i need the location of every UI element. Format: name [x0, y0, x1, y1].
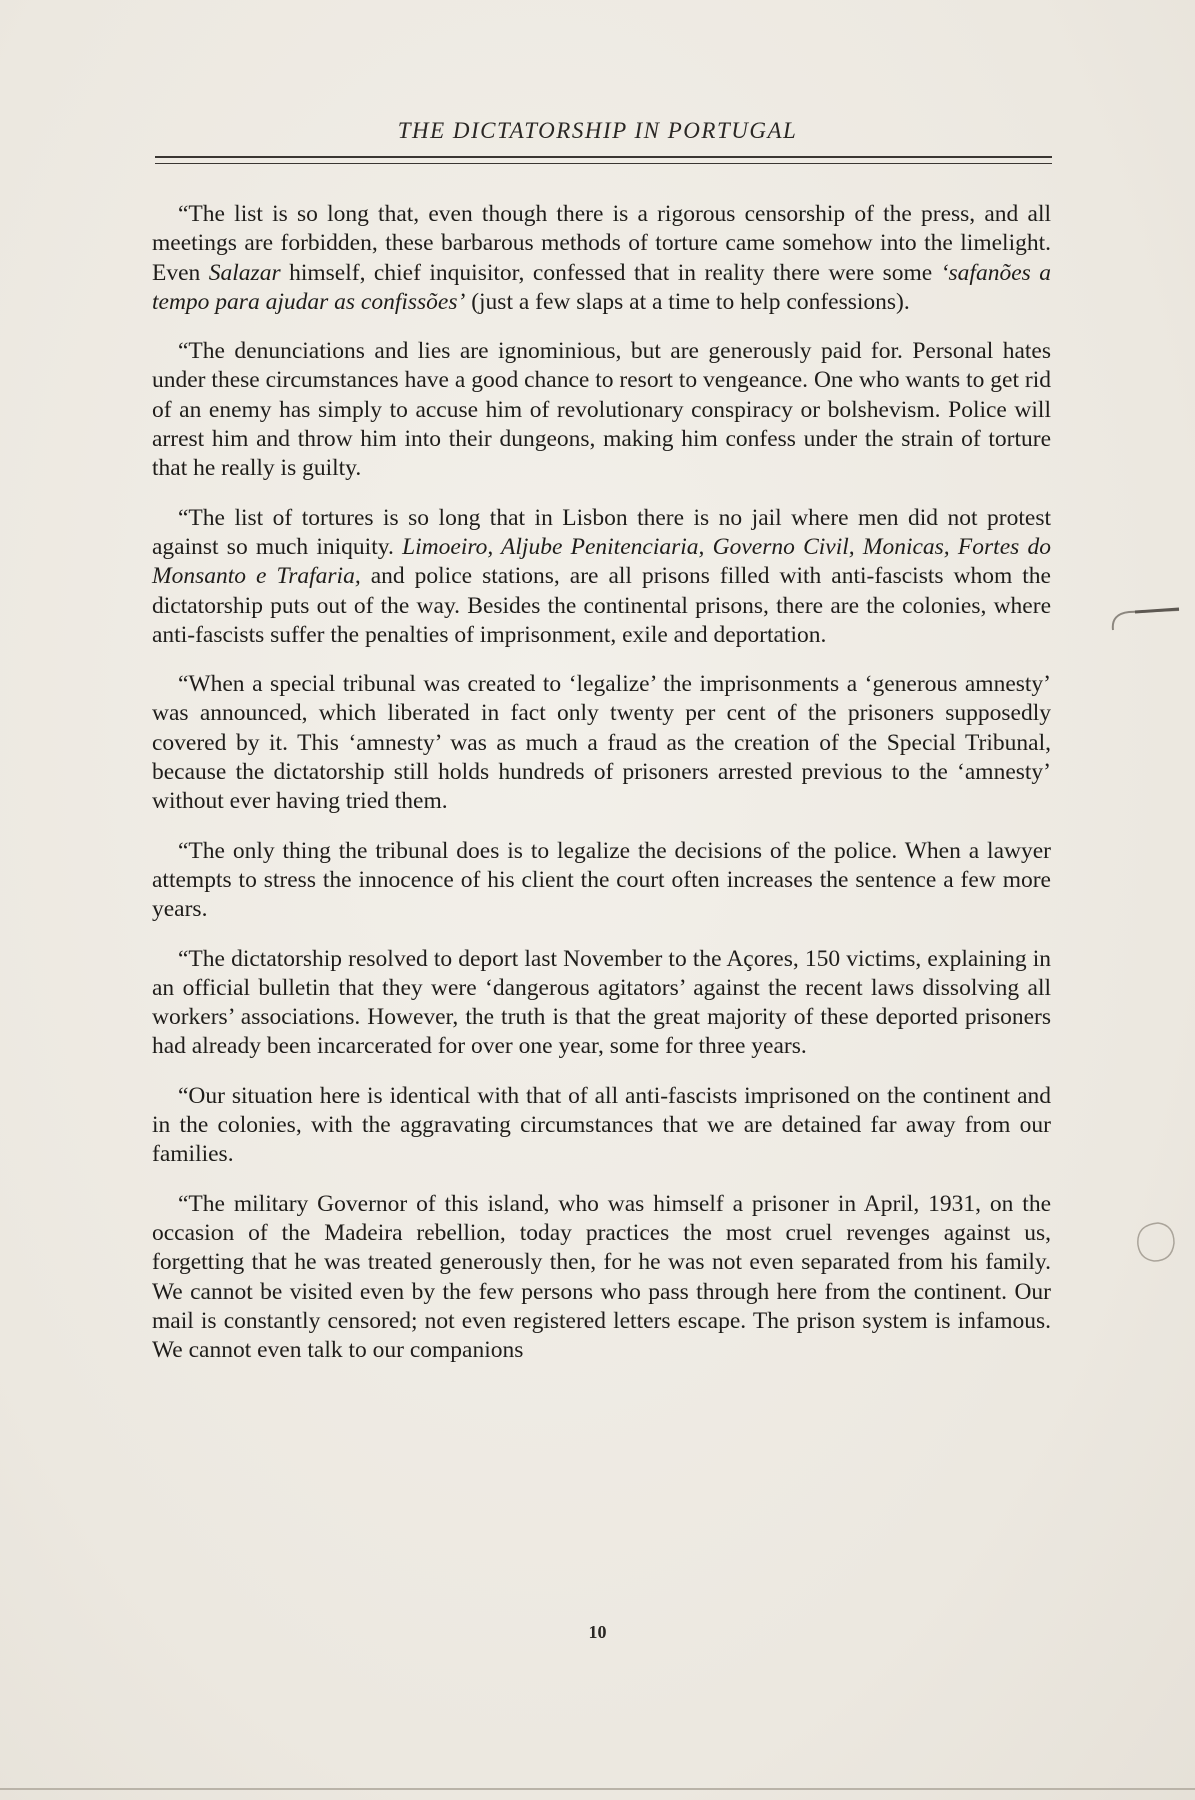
paragraph [152, 504, 1051, 650]
text-run: “The military Governor of this island, who was himself a prisoner in April, 1931, on the occasion of the Madeira rebellion, today practices the most cruel revenges against us, forgetting that he was treated generously then, for he was not even separated from his family. We cannot be visited even by the few persons who pass through here from the continent. Our mail is constantly censored; not even registered letters escape. The prison system is infamous. We cannot even talk to our companions [152, 1190, 1051, 1364]
paragraph [152, 200, 1051, 317]
body-text [152, 200, 1051, 1385]
paragraph [152, 1190, 1051, 1366]
paragraph [152, 337, 1051, 483]
text-run: “When a special tribunal was created to ‘legalize’ the imprisonments a ‘generous amnesty’ was announced, which liberated in fact only twenty per cent of the prisoners supposedly covered by it. This ‘amnesty’ was as much a fraud as the creation of the Special Tribunal, because the dictatorship still holds hundreds of prisoners arrested previous to the ‘amnesty’ without ever having tried them. [152, 671, 1051, 815]
text-run: “The dictatorship resolved to deport last November to the Açores, 150 victims, explaining in an official bulletin that they were ‘dangerous agitators’ against the recent laws dissolving all workers’ associations. However, the truth is that the great majority of these deported prisoners had already been incarcerated for over one year, some for three years. [152, 945, 1051, 1060]
italic-text-run: Salazar [208, 259, 281, 286]
punch-hole-mark-icon [1128, 1215, 1180, 1267]
page-bottom-edge [0, 1788, 1195, 1790]
text-run: “The list of tortures is so long that in Lisbon there is no jail where men did not protest against so much iniquity. [152, 504, 1051, 560]
italic-text-run: ‘safanões a tempo para ajudar as confissões’ [152, 259, 1052, 315]
paragraph [152, 670, 1051, 816]
running-head: THE DICTATORSHIP IN PORTUGAL [397, 118, 798, 143]
paragraph [152, 945, 1051, 1062]
text-run: “The denunciations and lies are ignominious, but are generously paid for. Personal hates under these circumstances have a good chance to resort to vengeance. One who wants to get rid of an enemy has simply to accuse him of revolutionary conspiracy or bolshevism. Police will arrest him and throw him into their dungeons, making him confess under the strain of torture that he really is guilty. [152, 338, 1051, 482]
page-number: 10 [588, 1622, 607, 1642]
paragraph [152, 1082, 1051, 1170]
paragraph [152, 837, 1051, 925]
text-run: “The only thing the tribunal does is to legalize the decisions of the police. When a lawyer attempts to stress the innocence of his client the court often increases the sentence a few more years. [152, 837, 1051, 923]
text-run: “The list is so long that, even though there is a rigorous censorship of the press, and all meetings are forbidden, these barbarous methods of torture came somehow into the limelight. Even [152, 201, 1051, 286]
paper-clip-mark-icon [1105, 600, 1185, 640]
italic-text-run: Limoeiro, Aljube Penitenciaria, Governo Civil, Monicas, Fortes do Monsanto e Trafaria, [152, 533, 1051, 590]
header-rule-thin [155, 163, 1052, 164]
text-run: and police stations, are all prisons filled with anti-fascists whom the dictatorship puts out of the way. Besides the continental prisons, there are the colonies, where anti-fascists suffer the penalties of imprisonment, exile and deportation. [152, 563, 1051, 648]
header-rule-thick [155, 156, 1052, 158]
text-run: (just a few slaps at a time to help confessions). [465, 288, 910, 315]
text-run: “Our situation here is identical with that of all anti-fascists imprisoned on the continent and in the colonies, with the aggravating circumstances that we are detained far away from our families. [152, 1082, 1051, 1168]
text-run: himself, chief inquisitor, confessed that in reality there were some [280, 259, 941, 286]
